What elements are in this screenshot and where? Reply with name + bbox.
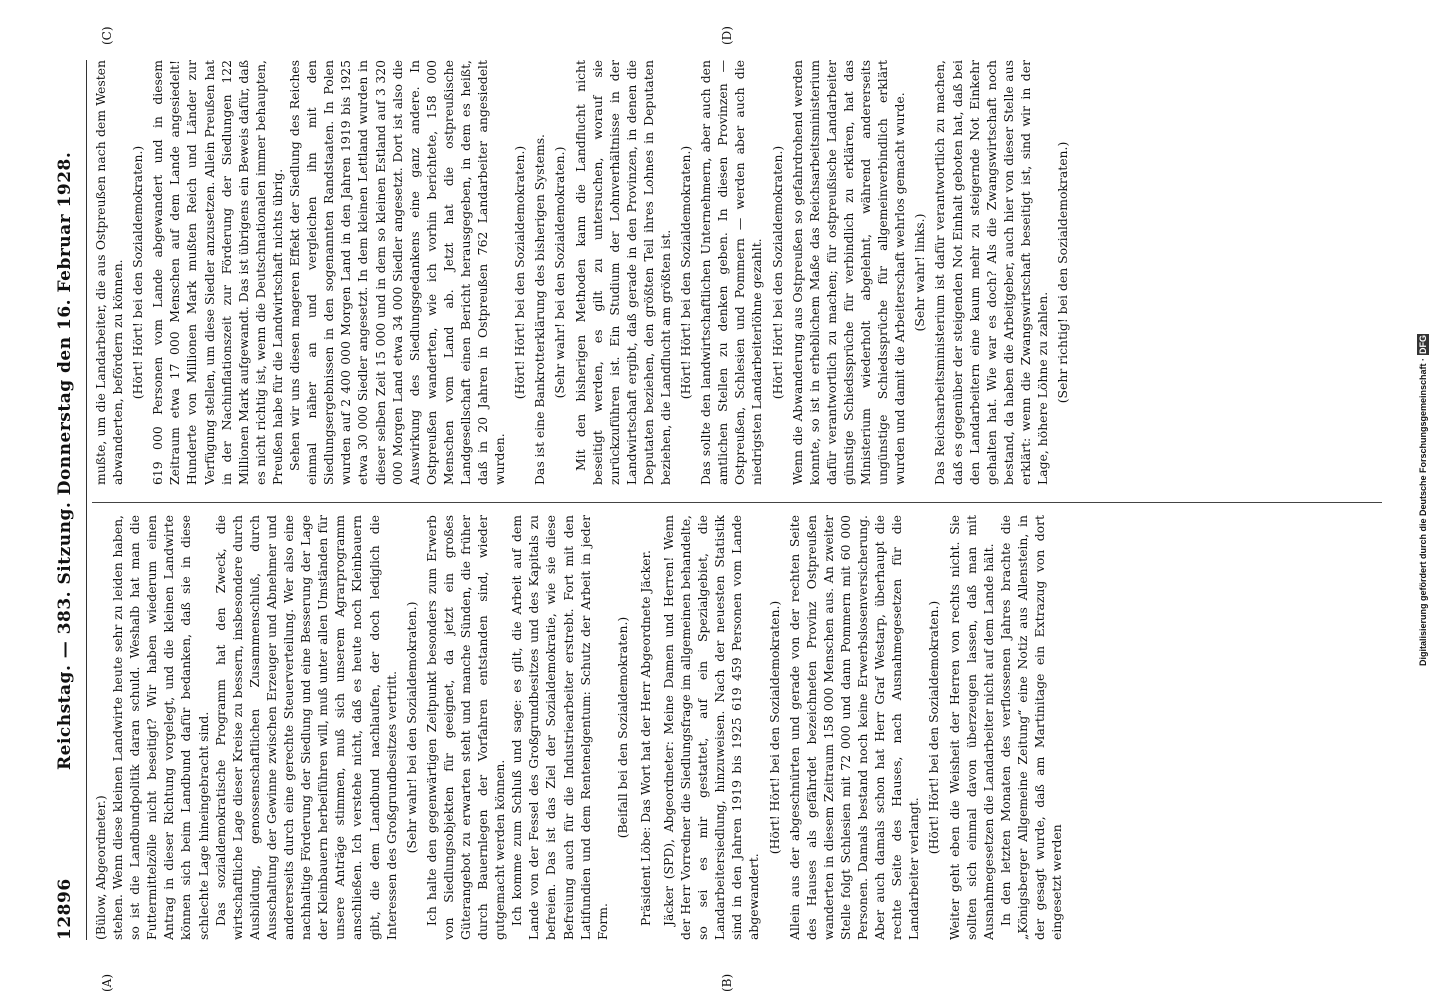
paragraph: (Hört! Hört! bei den Sozialdemokraten.) [512,145,528,400]
paragraph: Das Reichsarbeitsministerium ist dafür verantwortlich zu machen, daß es gegenüber der steigenden Not Einhalt geboten hat, daß bei den Landarbeitern eine kaum mehr zu steigernde Not Einkehr gehalten hat. Wie war es doch? Als die Zwangswirtschaft noch bestand, da haben die Arbeitgeber, auch hier von dieser Stelle aus erklärt: wenn die Zwangswirtschaft beseitigt ist, sind wir in der Lage, höhere Löhne zu zahlen. [932,60,1050,485]
paragraph: Weiter geht eben die Weisheit der Herren von rechts nicht. Sie sollten sich einmal davon überzeugen lassen, daß man mit Ausnahmegesetzen die Landarbeiter nicht auf dem Lande hält. [946,515,996,940]
paragraph: (Hört! Hört! bei den Sozialdemokraten.) [926,600,942,855]
paragraph: (Hört! Hört! bei den Sozialdemokraten.) [769,145,785,400]
paragraph: 619 000 Personen vom Lande abgewandert und in diesem Zeitraum etwa 17 000 Menschen auf dem Lande angesiedelt! Hunderte von Millionen Mark mußten Reich und Länder zur Verfügung stellen, um diese Siedler anzusetzen. Allein Preußen hat in der Nachinflationszeit zur Förderung der Siedlungen 122 Millionen Mark aufgewandt. Das ist übrigens ein Beweis dafür, daß es nicht richtig ist, wenn die Deutschnationalen immer behaupten, Preußen habe für die Landwirtschaft nichts übrig. [150,60,285,485]
dfg-logo-text: DFG [1418,335,1428,355]
page-header [55,60,85,940]
paragraph: Das sozialdemokratische Programm hat den Zweck, die wirtschaftliche Lage dieser Kreise zu bessern, insbesondere durch Ausbildung, genossenschaftlichen Zusammenschluß, durch Ausschaltung der Gewinne zwischen Erzeuger und Abnehmer und andererseits durch eine gerechte Steuerverteilung. Wer also eine nachhaltige Förderung der Siedlung und eine Besserung der Lage der Kleinbauern herbeiführen will, muß unter allen Umständen für unsere Anträge stimmen, muß sich unserem Agrarprogramm anschließen. Ich verstehe nicht, daß es heute noch Kleinbauern gibt, die dem Landbund nachlaufen, der doch lediglich die Interessen des Großgrundbesitzes vertritt. [212,515,399,940]
page-number: 12896 [55,878,75,940]
paragraph: (Sehr wahr! links.) [912,213,928,332]
paragraph: Allein aus der abgeschnürten und gerade von der rechten Seite des Hauses als gefährdet bezeichneten Provinz Ostpreußen wanderten in diesem Zeitraum 158 000 Menschen aus. An zweiter Stelle folgt Schlesien mit 72 000 und dann Pommern mit 60 000 Personen. Damals bestand noch keine Erwerbslosenversicherung. Aber auch damals schon hat Herr Graf Westarp, überhaupt die rechte Seite des Hauses, nach Ausnahmegesetzen für die Landarbeiter verlangt. [786,515,922,940]
paragraph: In den letzten Monaten des verflossenen Jahres brachte die „Königsberger Allgemeine Zeitung“ eine Notiz aus Allenstein, in der gesagt wurde, daß am Martinitage ein Extrazug von dort eingesetzt werden [997,515,1065,940]
paragraph: (Sehr wahr! bei den Sozialdemokraten.) [403,601,419,854]
paragraph: stehen. Wenn diese kleinen Landwirte heute sehr zu leiden haben, so ist die Landbundpolitik daran schuld. Weshalb hat man die Futtermittelzölle nicht beseitigt? Wir haben wiederum einen Antrag in dieser Richtung vorgelegt, und die kleinen Landwirte können sich beim Landbund dafür bedanken, daß sie in diese schlechte Lage hineingebracht sind. [110,515,211,940]
paragraph: (Sehr wahr! bei den Sozialdemokraten.) [552,146,568,399]
paragraph: (Hört! Hört! bei den Sozialdemokraten.) [130,145,146,400]
paragraph: mußte, um die Landarbeiter, die aus Ostpreußen nach dem Westen abwanderten, befördern zu können. [93,60,126,485]
column-divider [92,502,1382,503]
paragraph: Das ist eine Bankrotterklärung des bisherigen Systems. [532,134,548,485]
header-title: Reichstag. — 383. Sitzung. Donnerstag den 16. Februar 1928. [55,151,75,770]
digitization-text: Digitalisierung gefördert durch die Deutsche Forschungsgemeinschaft · [1418,355,1428,666]
paragraph: Ich halte den gegenwärtigen Zeitpunkt besonders zum Erwerb von Siedlungsobjekten für geeignet, da jetzt ein großes Güterangebot zu erwarten steht und manche Sünden, die früher durch Bauernlegen der Vorfahren entstanden sind, wieder gutgemacht werden können. [423,515,508,940]
paragraph: (Hört! Hört! bei den Sozialdemokraten.) [766,600,782,855]
margin-marker-c: (C) [100,26,114,45]
paragraph: Das sollte den landwirtschaftlichen Unternehmern, aber auch den amtlichen Stellen zu denken geben. In diesen Provinzen — Ostpreußen, Schlesien und Pommern — werden aber auch die niedrigsten Landarbeiterlöhne gezahlt. [698,60,765,485]
header-rule [86,60,87,940]
right-column [92,60,1382,485]
margin-marker-a: (A) [100,973,114,992]
digitization-note [1418,10,1432,990]
paragraph: Jäcker (SPD), Abgeordneter: Meine Damen und Herren! Wenn der Herr Vorredner die Siedlungsfrage im allgemeinen behandelte, so sei es mir gestattet, auf ein Spezialgebiet, die Landarbeitersiedlung, hinzuweisen. Nach der neuesten Statistik sind in den Jahren 1919 bis 1925 619 459 Personen vom Lande abgewandert. [661,515,762,940]
paragraph: (Beifall bei den Sozialdemokraten.) [614,616,630,839]
paragraph: (Hört! Hört! bei den Sozialdemokraten.) [678,145,694,400]
paragraph: (Sehr richtig! bei den Sozialdemokraten.) [1055,141,1071,404]
paragraph: Präsident Löbe: Das Wort hat der Herr Abgeordnete Jäcker. [637,549,653,926]
paragraph: (Bülow, Abgeordneter.) [93,795,108,940]
paragraph: Ich komme zum Schluß und sage: es gilt, die Arbeit auf dem Lande von der Fessel des Großgrundbesitzes und des Kapitals zu befreien. Das ist das Ziel der Sozialdemokratie, wie sie diese Befreiung auch für die Industriearbeiter erstrebt. Fort mit den Latifundien und dem Rentenelgentum: Schutz der Arbeit in jeder Form. [509,515,610,940]
paragraph: Mit den bisherigen Methoden kann die Landflucht nicht beseitigt werden, es gilt zu untersuchen, worauf sie zurückzuführen ist. Ein Studium der Lohnverhältnisse in der Landwirtschaft ergibt, daß gerade in den Provinzen, in denen die Deputaten beziehen, den größten Teil ihres Lohnes in Deputaten beziehen, die Landflucht am größten ist. [572,60,673,485]
margin-marker-b: (B) [720,973,734,992]
margin-marker-d: (D) [720,26,734,45]
paragraph: Sehen wir uns diesen mageren Effekt der Siedlung des Reiches einmal näher an und vergleichen ihn mit den Siedlungsergebnissen in den sogenannten Randstaaten. In Polen wurden auf 2 400 000 Morgen Land in den Jahren 1919 bis 1925 etwa 30 000 Siedler angesetzt. In dem kleinen Lettland wurden in dieser selben Zeit 15 000 und in dem so kleinen Estland auf 3 320 000 Morgen Land etwa 34 000 Siedler angesetzt. Dort ist also die Auswirkung des Siedlungsgedankens eine ganz andere. In Ostpreußen wanderten, wie ich vorhin berichtete, 158 000 Menschen vom Land ab. Jetzt hat die ostpreußische Landgesellschaft einen Bericht herausgegeben, in dem es heißt, daß in 20 Jahren in Ostpreußen 762 Landarbeiter angesiedelt wurden. [287,60,508,485]
left-column [92,515,1382,940]
paragraph: Wenn die Abwanderung aus Ostpreußen so gefahrdrohend werden konnte, so ist in erheblichem Maße das Reichsarbeitsministerium dafür verantwortlich zu machen; für ostpreußische Landarbeiter günstige Schiedssprüche für verbindlich zu erklären, hat das Ministerium wiederholt abgelehnt, während andererseits ungünstige Schiedssprüche für allgemeinverbindlich erklärt wurden und damit die Arbeiterschaft wehrlos gemacht wurde. [789,60,908,485]
